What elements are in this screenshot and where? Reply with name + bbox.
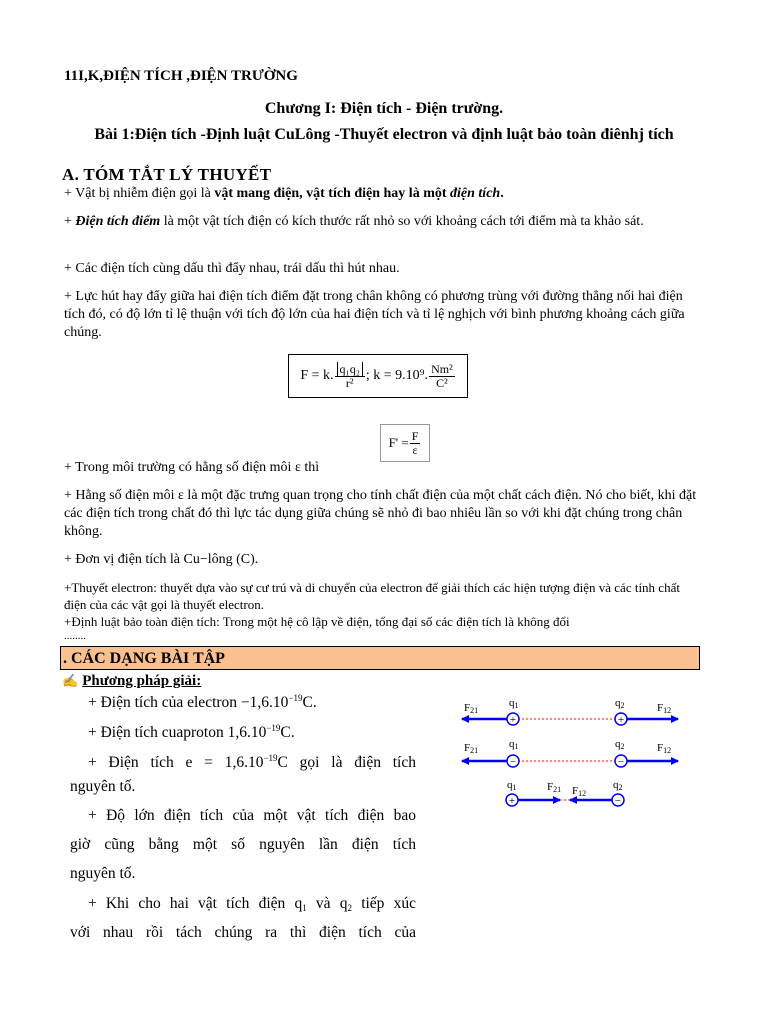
method-title: Phương pháp giải:	[82, 673, 202, 689]
p1-bold-italic: điện tích	[450, 186, 501, 201]
formula1-unit-den: C²	[436, 375, 448, 390]
q2-label: q2	[615, 697, 625, 710]
q1-label: q1	[509, 697, 519, 710]
f12-label: F12	[657, 702, 672, 715]
formula2-fraction	[410, 430, 421, 457]
theory-paragraph-6: + Hằng số điện môi ε là một đặc trưng quan trọng cho tính chất điện của một chất cách điện. Nó cho biết, khi đặt các điện tích trong chất đó thì lực tác dụng giữa chúng sẽ nhỏ đi bao nhiêu lần so với khi đặt chúng trong chân không.	[64, 488, 697, 539]
l1a: + Điện tích của electron −1,6.10	[88, 694, 289, 711]
formula1-unit-num: Nm²	[431, 361, 453, 376]
l3a: + Điện tích e = 1,6.10	[88, 754, 264, 771]
section-b-heading: . CÁC DẠNG BÀI TẬP	[60, 646, 700, 670]
l2a: + Điện tích cuaproton 1,6.10	[88, 724, 267, 741]
diagram-row-repulsion-positive	[462, 697, 678, 726]
theory-paragraph-4: + Lực hút hay đẩy giữa hai điện tích điểm đặt trong chân không có phương trùng với đường thẳng nối hai điện tích đó, có độ lớn tỉ lệ thuận với tích độ lớn của hai điện tích và tỉ lệ nghịch với bình phương khoảng cách giữa chúng.	[64, 289, 685, 340]
theory-paragraph-1	[64, 185, 704, 203]
p1-end: .	[500, 186, 504, 201]
formula2-numerator: F	[411, 428, 419, 443]
coulomb-force-diagram	[450, 690, 690, 820]
formula1-lhs: F = k.	[300, 368, 334, 383]
conservation-law: +Định luật bảo toàn điện tích: Trong một hệ cô lập về điện, tổng đại số các điện tích là không đổi	[64, 614, 570, 629]
p2-text: là một vật tích điện có kích thước rất nhỏ so với khoảng cách tới điểm mà ta khảo sát.	[160, 214, 644, 229]
l3-exp: −19	[263, 753, 278, 763]
l3b: C gọi là điện tích	[277, 754, 416, 771]
formula2-denominator: ε	[412, 442, 418, 457]
method-line-9: với nhau rồi tách chúng ra thì điện tích của	[70, 924, 416, 941]
l2b: C.	[280, 724, 295, 741]
method-line-3	[88, 748, 416, 771]
f21-label: F21	[464, 702, 479, 715]
plus-sign: +	[509, 714, 517, 726]
theory-paragraph-3: + Các điện tích cùng dấu thì đẩy nhau, trái dấu thì hút nhau.	[64, 261, 400, 276]
method-text	[70, 688, 416, 948]
p1-text: + Vật bị nhiễm điện gọi là	[64, 186, 215, 201]
p2-term: Điện tích điểm	[75, 214, 161, 229]
document-header: 11I,K,ĐIỆN TÍCH ,ĐIỆN TRƯỜNG	[64, 68, 298, 84]
minus-sign: −	[617, 756, 625, 768]
plus-sign: +	[508, 795, 516, 807]
f21-label: F21	[464, 742, 479, 755]
method-line-5: + Độ lớn điện tích của một vật tích điện bao	[88, 807, 416, 824]
formula1-constant: ; k = 9.10⁹.	[365, 368, 429, 383]
theory-paragraph-7: + Đơn vị điện tích là Cu−lông (C).	[64, 552, 259, 567]
lesson-title: Bài 1:Điện tích -Định luật CuLông -Thuyết electron và định luật bảo toàn điênhj tích	[94, 126, 674, 143]
electron-theory: +Thuyết electron: thuyết dựa vào sự cư trú và di chuyển của electron để giải thích các hiện tượng điện và các tính chất điện của các vật gọi là thuyết electron.	[64, 580, 680, 612]
f21-label: F21	[547, 781, 562, 794]
q1-label: q1	[509, 738, 519, 751]
l8-sub1: 1	[302, 903, 307, 913]
diagram-row-attraction	[506, 779, 624, 807]
l1b: C.	[302, 694, 317, 711]
l2-exp: −19	[266, 723, 281, 733]
chapter-title: Chương I: Điện tích - Điện trường.	[264, 100, 504, 117]
f12-label: F12	[657, 742, 672, 755]
q1-label: q1	[507, 779, 517, 792]
writing-hand-icon: ✍	[62, 673, 79, 688]
plus-sign: +	[617, 714, 625, 726]
method-line-6: giờ cũng bằng một số nguyên lần điện tích	[70, 836, 416, 853]
formula2-lhs: F' =	[388, 435, 409, 450]
method-line-7: nguyên tố.	[70, 865, 136, 882]
formula1-unit	[429, 363, 455, 390]
formula1-numerator: q₁q₂	[337, 362, 363, 376]
formula1-fraction	[335, 363, 365, 390]
theory-paragraph-5: + Trong môi trường có hằng số điện môi ε thì	[64, 460, 320, 475]
p2-prefix: +	[64, 214, 76, 229]
minus-sign: −	[509, 756, 517, 768]
ellipsis-dots: ........	[64, 630, 86, 642]
dielectric-formula	[380, 424, 430, 462]
coulomb-formula	[288, 354, 468, 398]
theory-paragraph-2	[64, 213, 704, 231]
p1-bold: vật mang điện, vật tích điện hay là một	[214, 186, 451, 201]
q2-label: q2	[615, 738, 625, 751]
method-line-4: nguyên tố.	[70, 778, 136, 795]
method-line-2	[88, 718, 416, 741]
section-a-heading: A. TÓM TẮT LÝ THUYẾT	[62, 165, 272, 184]
diagram-row-repulsion-negative	[462, 738, 678, 768]
l1-exp: −19	[288, 693, 303, 703]
l8c: tiếp xúc	[352, 895, 416, 912]
l8-sub2: 2	[347, 903, 352, 913]
l8b: và q	[306, 895, 348, 912]
method-line-8	[88, 894, 416, 914]
l8a: + Khi cho hai vật tích điện q	[88, 895, 303, 912]
minus-sign: −	[614, 795, 622, 807]
q2-label: q2	[613, 779, 623, 792]
method-line-1	[88, 688, 416, 711]
formula1-denominator: r²	[345, 375, 354, 390]
f12-label: F12	[572, 785, 587, 798]
